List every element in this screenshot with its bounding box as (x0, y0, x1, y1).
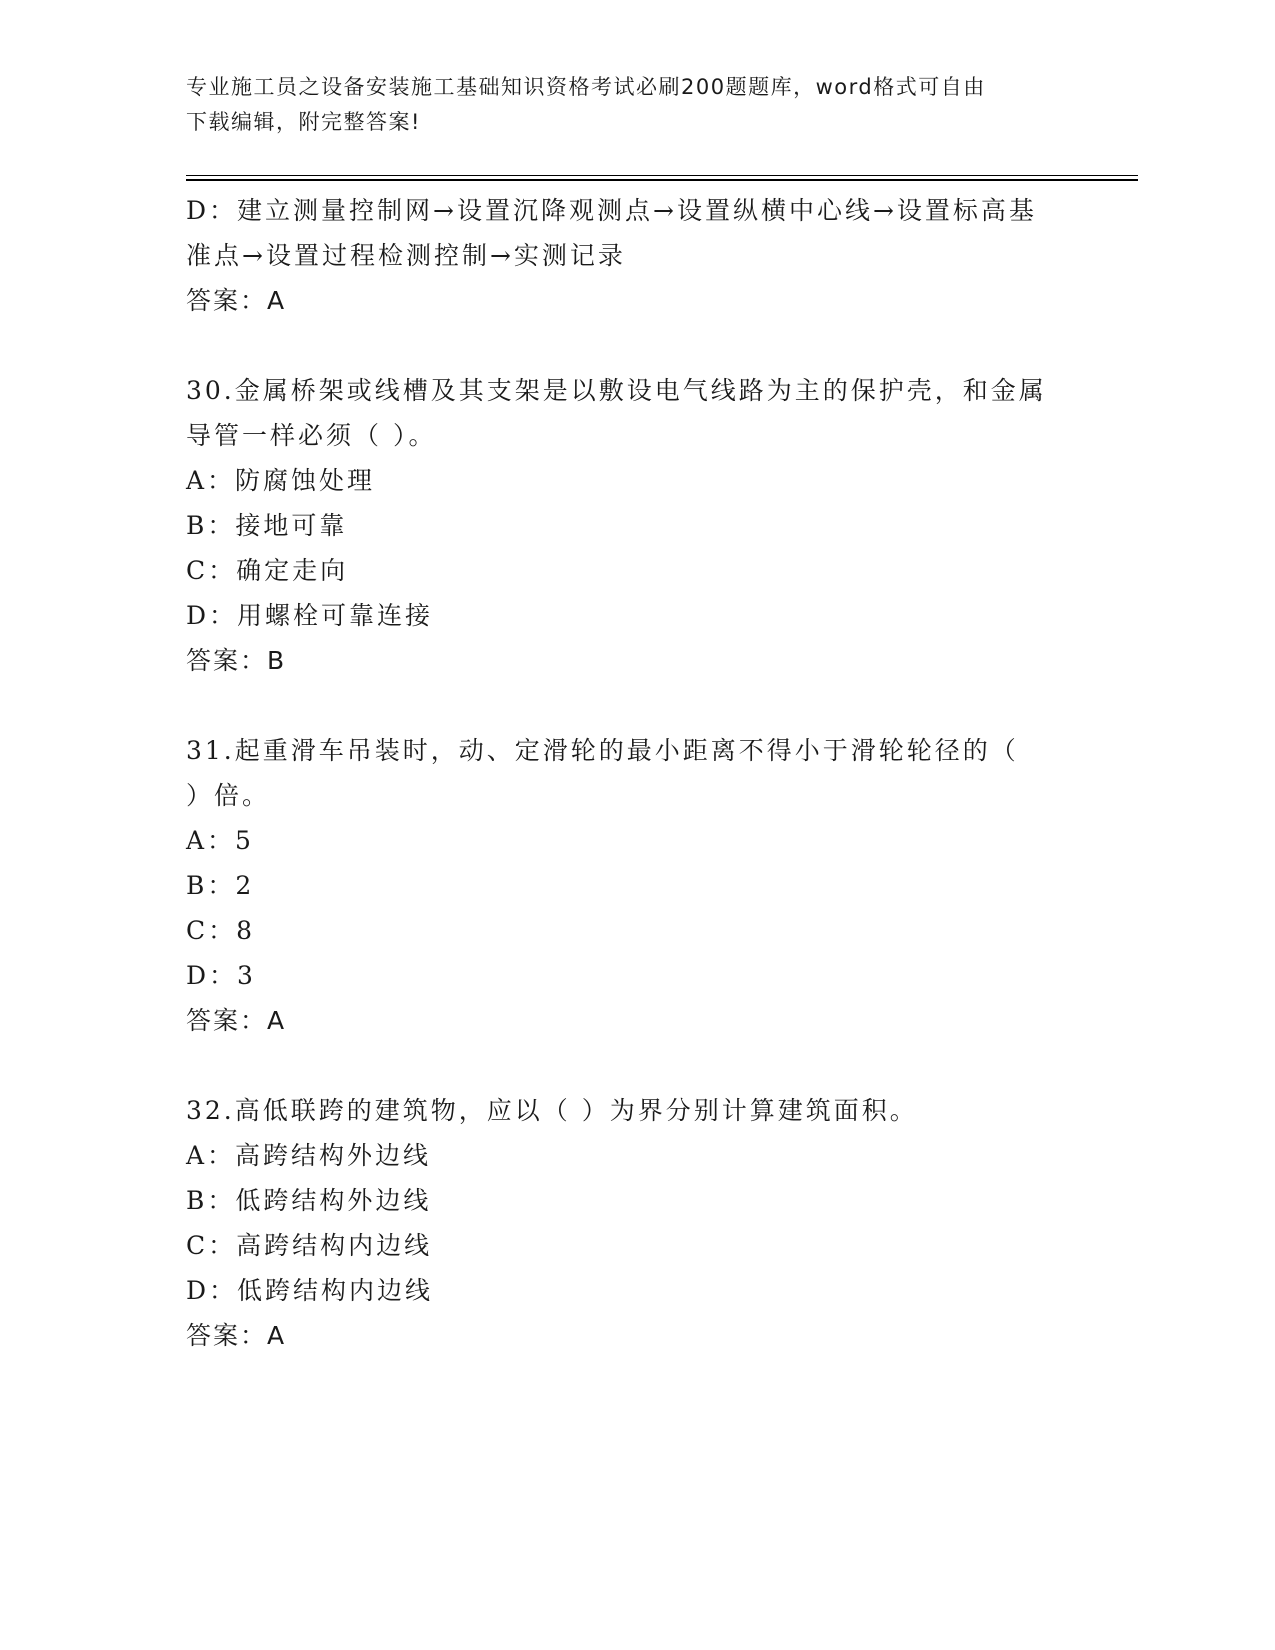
answer-line: 答案：A (186, 1006, 287, 1035)
option-d: D：用螺栓可靠连接 (186, 601, 434, 630)
question-32 (186, 1088, 1106, 1358)
option-d-line-1: D：建立测量控制网→设置沉降观测点→设置纵横中心线→设置标高基 (186, 196, 1037, 225)
spacer (186, 683, 1106, 728)
option-a: A：防腐蚀处理 (186, 466, 376, 495)
question-stem-line-2: 导管一样必须（ ）。 (186, 421, 437, 450)
option-c: C：8 (186, 916, 256, 945)
answer-line: 答案：A (186, 1321, 287, 1350)
answer-line: 答案：B (186, 646, 287, 675)
question-stem-line-1: 30.金属桥架或线槽及其支架是以敷设电气线路为主的保护壳，和金属 (186, 376, 1047, 405)
document-header (186, 70, 1086, 140)
previous-question-tail (186, 188, 1106, 323)
question-stem-line-1: 31.起重滑车吊装时，动、定滑轮的最小距离不得小于滑轮轮径的（ (186, 736, 1019, 765)
option-c: C：高跨结构内边线 (186, 1231, 433, 1260)
header-line-1: 专业施工员之设备安装施工基础知识资格考试必刷200题题库，word格式可自由 (186, 75, 986, 99)
header-divider-thick (186, 179, 1138, 181)
spacer (186, 323, 1106, 368)
option-b: B：低跨结构外边线 (186, 1186, 432, 1215)
option-d-line-2: 准点→设置过程检测控制→实测记录 (186, 241, 626, 270)
option-c: C：确定走向 (186, 556, 349, 585)
option-b: B：2 (186, 871, 255, 900)
header-line-2: 下载编辑，附完整答案! (186, 110, 421, 134)
question-30 (186, 368, 1106, 683)
question-31 (186, 728, 1106, 1043)
option-b: B：接地可靠 (186, 511, 348, 540)
option-d: D：低跨结构内边线 (186, 1276, 434, 1305)
question-stem-line-1: 32.高低联跨的建筑物，应以（ ）为界分别计算建筑面积。 (186, 1096, 918, 1125)
question-content (186, 188, 1106, 1358)
option-a: A：5 (186, 826, 254, 855)
option-d: D：3 (186, 961, 256, 990)
header-divider-thin (186, 175, 1138, 176)
option-a: A：高跨结构外边线 (186, 1141, 432, 1170)
answer-line: 答案：A (186, 286, 287, 315)
question-stem-line-2: ）倍。 (186, 781, 271, 810)
spacer (186, 1043, 1106, 1088)
